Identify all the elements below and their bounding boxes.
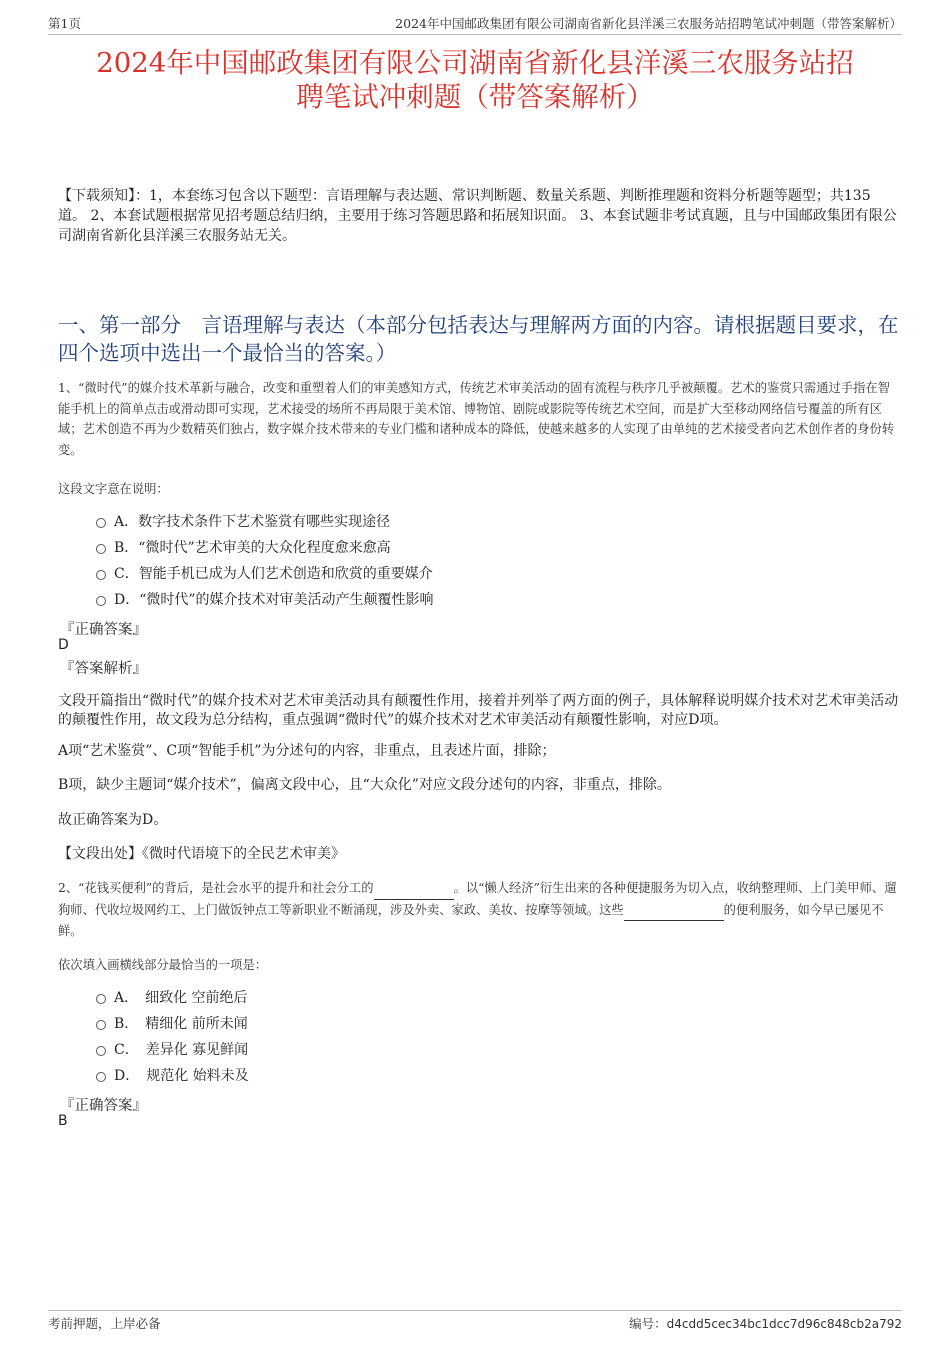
question-2-answer: B (58, 1113, 68, 1129)
question-1-option-b[interactable]: B．“微时代”艺术审美的大众化程度愈来愈高 (96, 538, 434, 564)
question-1-analysis-p3: B项，缺少主题词“媒介技术”，偏离文段中心，且“大众化”对应文段分述句的内容，非重点，排除。 (58, 777, 671, 793)
question-2-option-b[interactable]: B． 精细化 前所未闻 (96, 1014, 249, 1040)
radio-icon[interactable] (96, 1020, 106, 1030)
question-2-option-d[interactable]: D． 规范化 始料未及 (96, 1066, 249, 1092)
radio-icon[interactable] (96, 1046, 106, 1056)
question-2-option-a[interactable]: A． 细致化 空前绝后 (96, 988, 249, 1014)
question-1-option-a[interactable]: A．数字技术条件下艺术鉴赏有哪些实现途径 (96, 512, 434, 538)
header-doc-title: 2024年中国邮政集团有限公司湖南省新化县洋溪三农服务站招聘笔试冲刺题（带答案解析） (395, 16, 902, 31)
footer-slogan: 考前押题，上岸必备 (48, 1316, 161, 1331)
question-1-analysis-label: 『答案解析』 (60, 661, 147, 677)
radio-icon[interactable] (96, 518, 106, 528)
page-header (48, 14, 902, 35)
question-2-answer-label: 『正确答案』 (60, 1098, 147, 1114)
question-1-analysis-p4: 故正确答案为D。 (58, 812, 168, 828)
page-footer (48, 1310, 902, 1331)
radio-icon[interactable] (96, 570, 106, 580)
page-number: 第1页 (48, 16, 81, 31)
question-2-prompt: 依次填入画横线部分最恰当的一项是： (58, 958, 268, 972)
title-line-2: 聘笔试冲刺题（带答案解析） (296, 81, 654, 113)
question-1-analysis-p2: A项“艺术鉴赏”、C项“智能手机”为分述句的内容，非重点，且表述片面，排除； (58, 743, 556, 759)
fill-blank-2 (624, 900, 724, 922)
question-1-analysis-p1: 文段开篇指出“微时代”的媒介技术对艺术审美活动具有颠覆性作用，接着并列举了两方面的例子，具体解释说明媒介技术对艺术审美活动的颠覆性作用，故文段为总分结构，重点强调“微时代”的媒介技术对艺术审美活动有颠覆性影响，对应D项。 (58, 693, 899, 728)
question-1-answer: D (58, 637, 69, 653)
question-2-options (96, 988, 249, 1092)
radio-icon[interactable] (96, 994, 106, 1004)
question-1-text: 1、“微时代”的媒介技术革新与融合，改变和重塑着人们的审美感知方式，传统艺术审美活动的固有流程与秩序几乎被颠覆。艺术的鉴赏只需通过手指在智能手机上的简单点击或滑动即可实现，艺术接受的场所不再局限于美术馆、博物馆、剧院或影院等传统艺术空间，而是扩大至移动网络信号覆盖的所有区域；艺术创造不再为少数精英们独占，数字媒介技术带来的专业门槛和诸种成本的降低，使越来越多的人实现了由单纯的艺术接受者向艺术创作者的身份转变。 (58, 381, 895, 457)
question-1-source: 【文段出处】《微时代语境下的全民艺术审美》 (58, 846, 345, 862)
radio-icon[interactable] (96, 596, 106, 606)
document-title (40, 46, 910, 114)
question-1-options (96, 512, 434, 616)
radio-icon[interactable] (96, 544, 106, 554)
question-1-answer-label: 『正确答案』 (60, 622, 147, 638)
question-1-option-c[interactable]: C．智能手机已成为人们艺术创造和欣赏的重要媒介 (96, 564, 434, 590)
question-1-option-d[interactable]: D．“微时代”的媒介技术对审美活动产生颠覆性影响 (96, 590, 434, 616)
radio-icon[interactable] (96, 1072, 106, 1082)
download-notice: 【下载须知】：1，本套练习包含以下题型：言语理解与表达题、常识判断题、数量关系题、判断推理题和资料分析题等题型；共135道。 2、本套试题根据常见招考题总结归纳，主要用于练习答题思路和拓展知识面。 3、本套试题非考试真题，且与中国邮政集团有限公司湖南省新化县洋溪三农服务站无关。 (58, 188, 897, 244)
section-heading: 一、第一部分 言语理解与表达（本部分包括表达与理解两方面的内容。请根据题目要求，在四个选项中选出一个最恰当的答案。） (58, 313, 899, 365)
question-2-text: 2、“花钱买便利”的背后，是社会水平的提升和社会分工的 。以“懒人经济”衍生出来的各种便捷服务为切入点，收纳整理师、上门美甲师、遛狗师、代收垃圾网约工、上门做饭钟点工等新职业不断涌现，涉及外卖、家政、美妆、按摩等领域。这些 的便利服务，如今早已屡见不鲜。 (58, 878, 898, 942)
question-1-prompt: 这段文字意在说明： (58, 482, 169, 496)
footer-code: 编号：d4cdd5cec34bc1dcc7d96c848cb2a792 (629, 1316, 902, 1331)
fill-blank-1 (374, 878, 454, 900)
question-2-option-c[interactable]: C． 差异化 寡见鲜闻 (96, 1040, 249, 1066)
title-line-1: 2024年中国邮政集团有限公司湖南省新化县洋溪三农服务站招 (96, 47, 854, 79)
